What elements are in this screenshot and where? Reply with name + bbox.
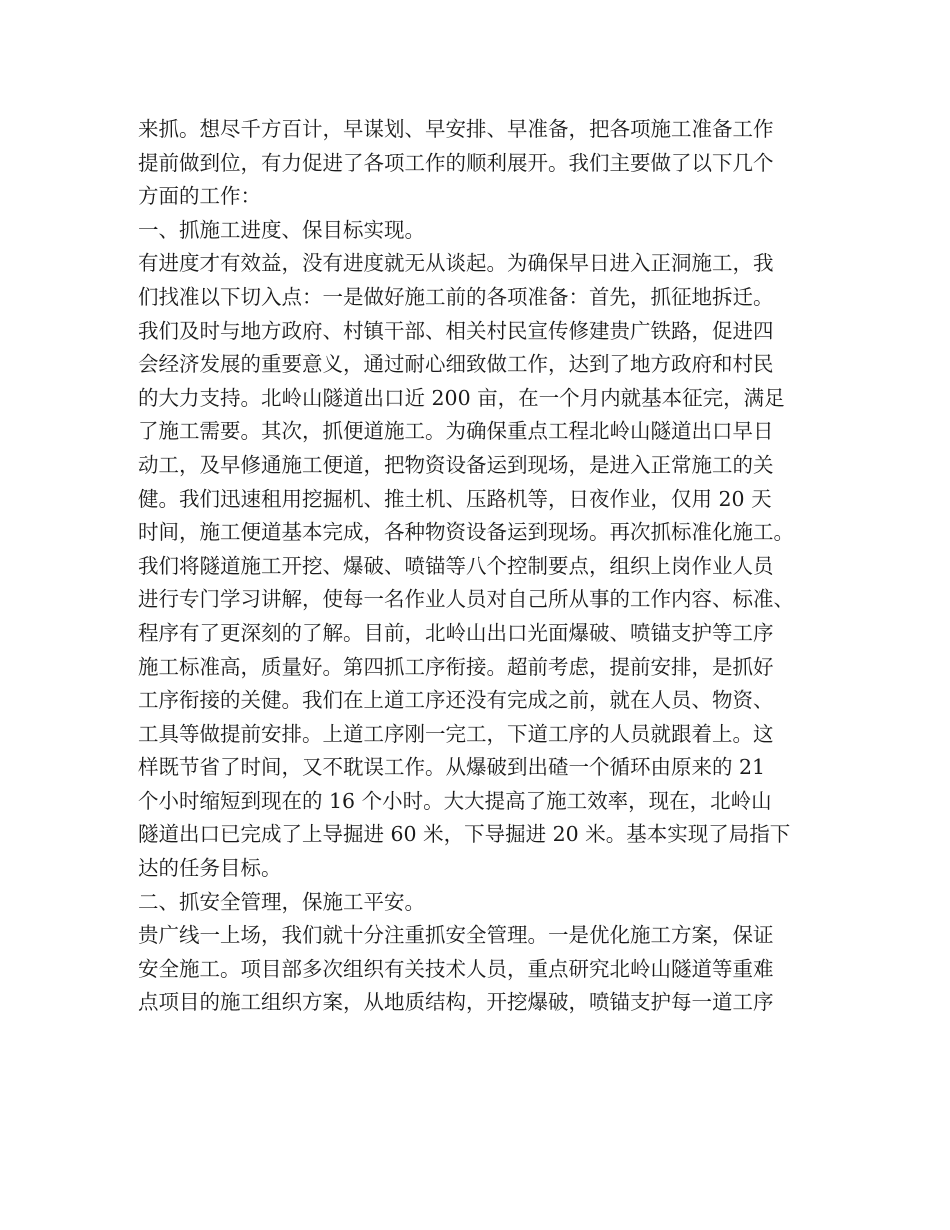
- text-line: 提前做到位，有力促进了各项工作的顺利展开。我们主要做了以下几个: [138, 150, 774, 175]
- text-line: 会经济发展的重要意义，通过耐心细致做工作，达到了地方政府和村民: [138, 352, 774, 377]
- text-line: 了施工需要。其次，抓便道施工。为确保重点工程北岭山隧道出口早日: [138, 419, 774, 444]
- text-line: 时间，施工便道基本完成，各种物资设备运到现场。再次抓标准化施工。: [138, 520, 794, 545]
- text-line: 点项目的施工组织方案，从地质结构，开挖爆破，喷锚支护每一道工序: [138, 990, 774, 1015]
- text-line: 样既节省了时间，又不耽误工作。从爆破到出碴一个循环由原来的 21: [138, 755, 766, 780]
- text-line: 我们及时与地方政府、村镇干部、相关村民宣传修建贵广铁路，促进四: [138, 318, 774, 343]
- text-line: 达的任务目标。: [138, 856, 282, 881]
- text-line: 来抓。想尽千方百计，早谋划、早安排、早准备，把各项施工准备工作: [138, 117, 774, 141]
- text-line: 方面的工作：: [138, 184, 261, 209]
- text-line: 我们将隧道施工开挖、爆破、喷锚等八个控制要点，组织上岗作业人员: [138, 553, 774, 578]
- text-line: 有进度才有效益，没有进度就无从谈起。为确保早日进入正洞施工，我: [138, 251, 774, 276]
- text-line: 工序衔接的关健。我们在上道工序还没有完成之前，就在人员、物资、: [138, 688, 774, 713]
- section-heading-2: 二、抓安全管理，保施工平安。: [138, 889, 425, 914]
- text-line: 施工标准高，质量好。第四抓工序衔接。超前考虑，提前安排，是抓好: [138, 654, 774, 679]
- text-line: 个小时缩短到现在的 16 个小时。大大提高了施工效率，现在，北岭山: [138, 788, 772, 813]
- text-line: 安全施工。项目部多次组织有关技术人员，重点研究北岭山隧道等重难: [138, 956, 774, 981]
- text-line: 进行专门学习讲解，使每一名作业人员对自己所从事的工作内容、标准、: [138, 587, 794, 612]
- text-line: 动工，及早修通施工便道，把物资设备运到现场，是进入正常施工的关: [138, 452, 774, 477]
- text-line: 的大力支持。北岭山隧道出口近 200 亩，在一个月内就基本征完，满足: [138, 385, 785, 410]
- text-line: 隧道出口已完成了上导掘进 60 米，下导掘进 20 米。基本实现了局指下: [138, 822, 791, 847]
- body-text: [138, 113, 828, 1020]
- text-line: 程序有了更深刻的了解。目前，北岭山出口光面爆破、喷锚支护等工序: [138, 620, 774, 645]
- text-line: 们找准以下切入点：一是做好施工前的各项准备：首先，抓征地拆迁。: [138, 284, 774, 309]
- text-line: 健。我们迅速租用挖掘机、推土机、压路机等，日夜作业，仅用 20 天: [138, 486, 772, 511]
- text-line: 贵广线一上场，我们就十分注重抓安全管理。一是优化施工方案，保证: [138, 923, 774, 948]
- text-line: 工具等做提前安排。上道工序刚一完工，下道工序的人员就跟着上。这: [138, 721, 774, 746]
- section-heading-1: 一、抓施工进度、保目标实现。: [138, 217, 425, 242]
